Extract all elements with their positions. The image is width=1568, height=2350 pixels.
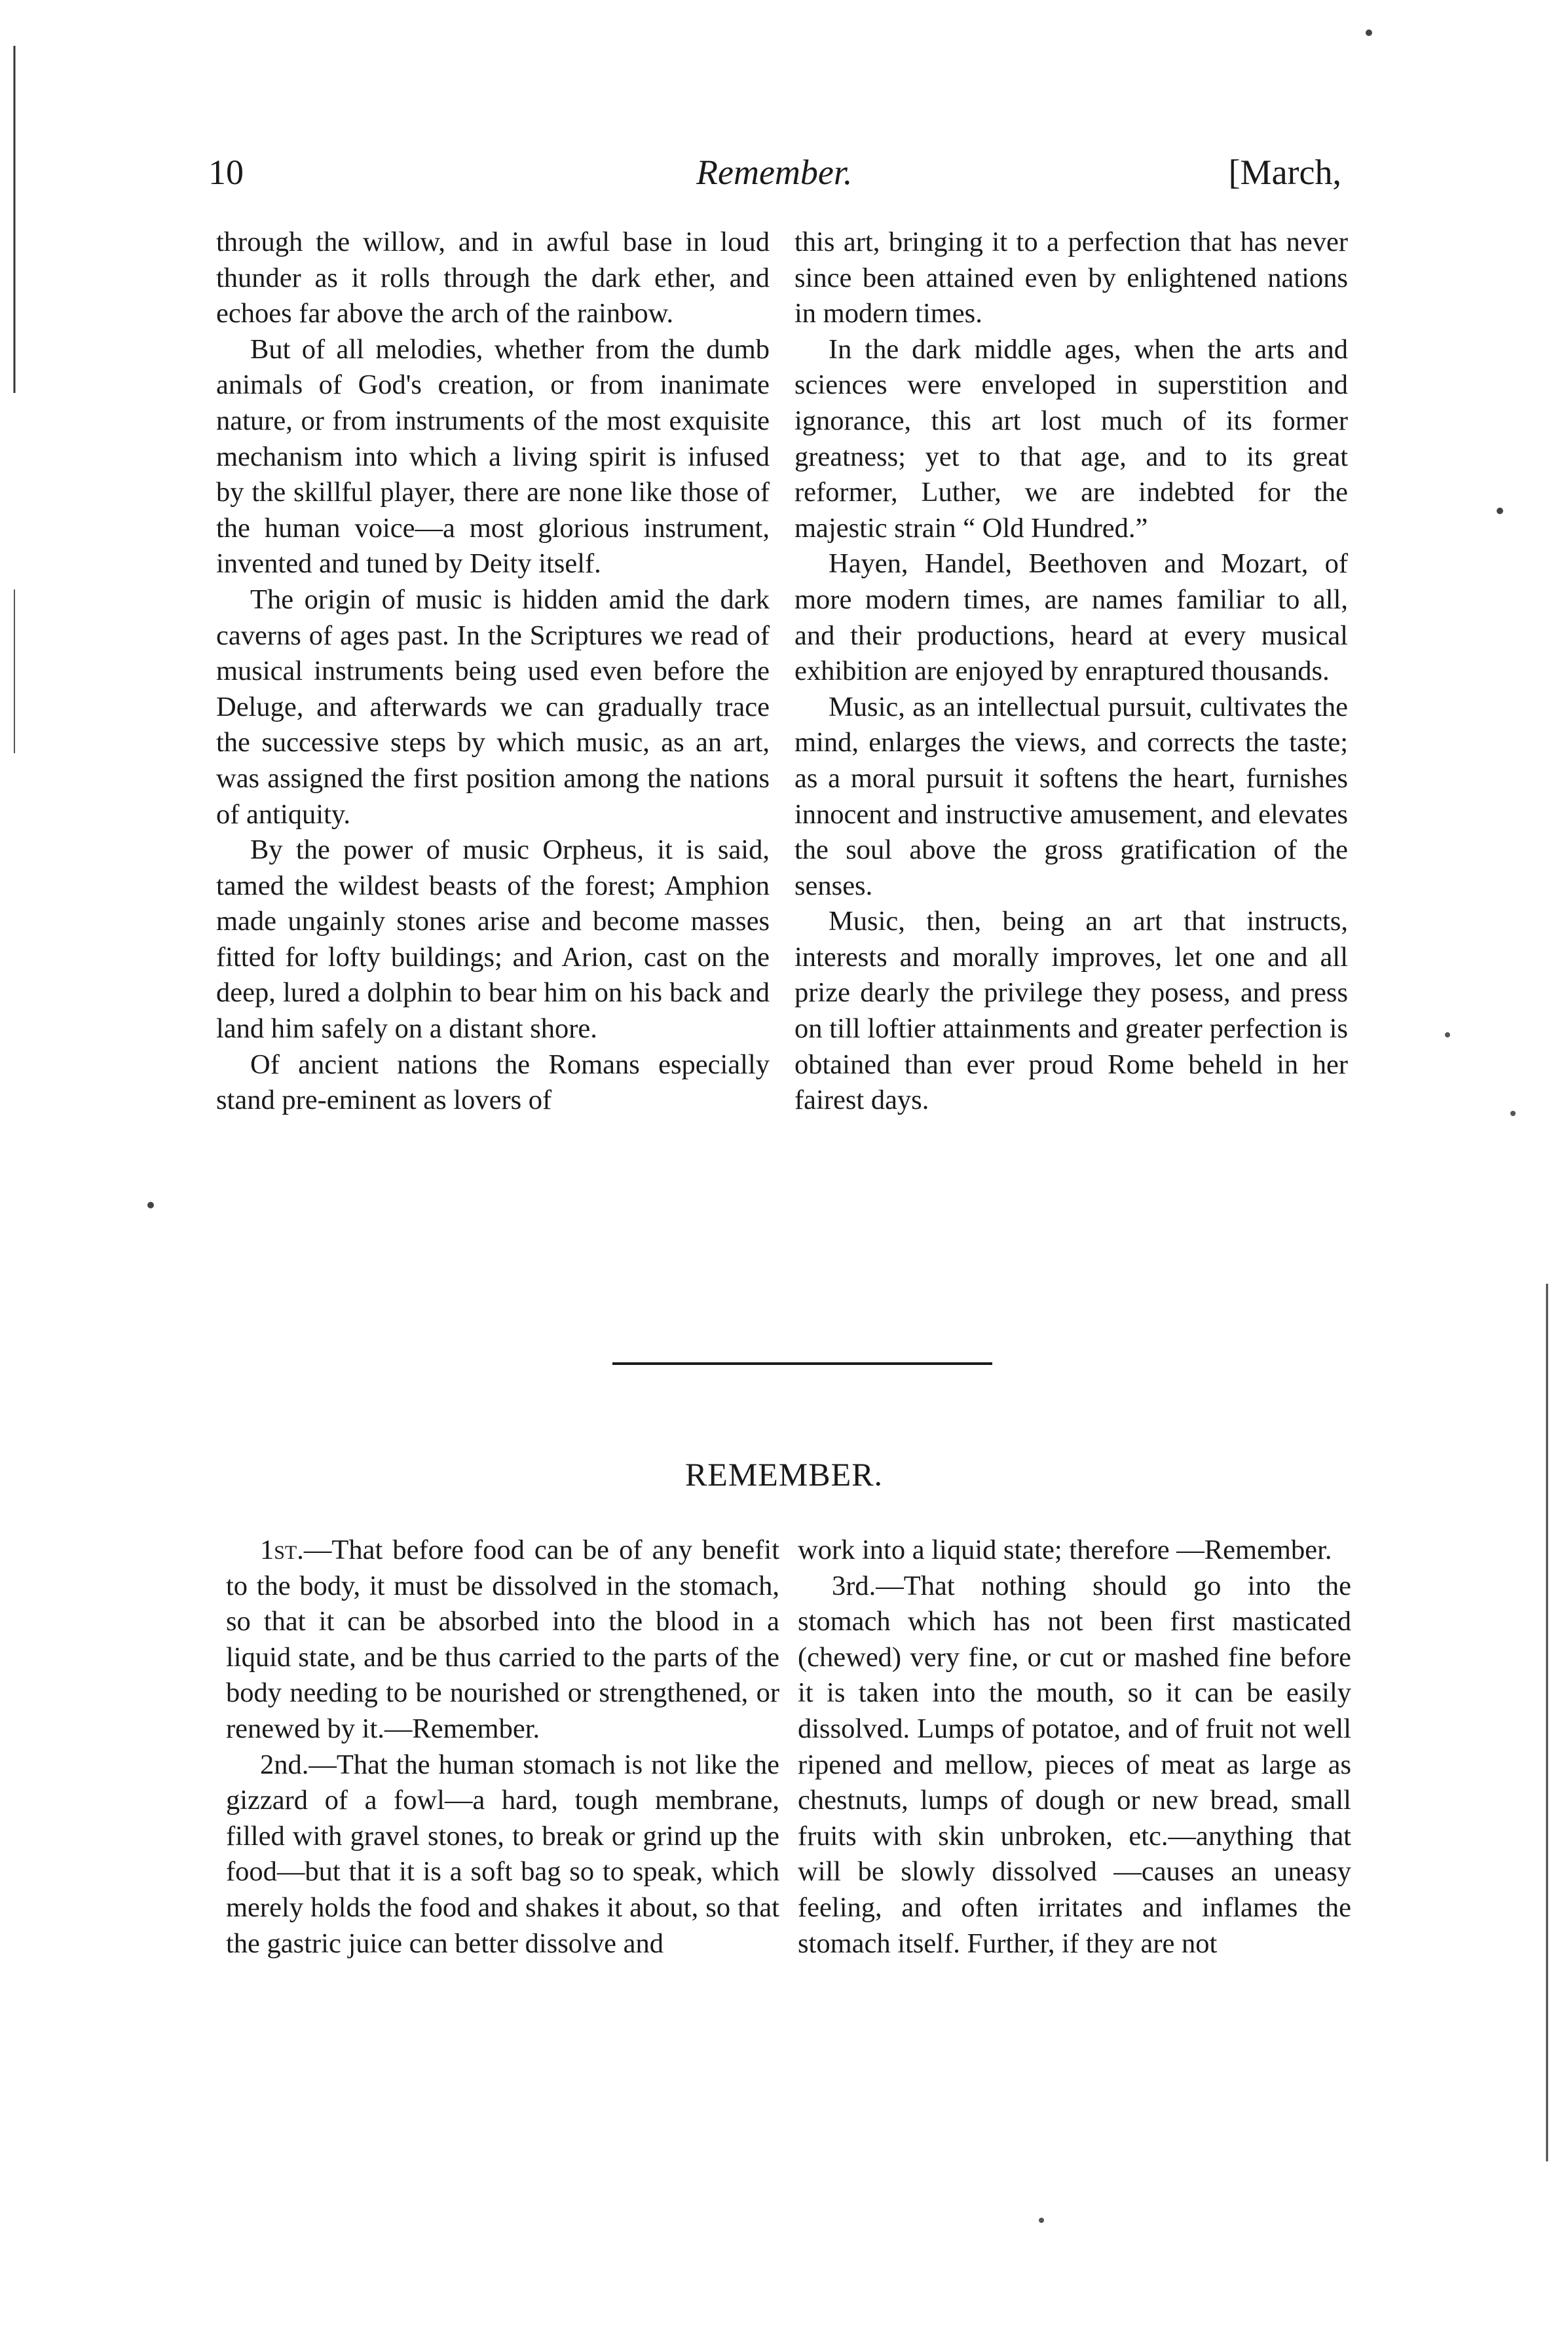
paragraph-text: —That before food can be of any benefit to the body, it must be dissolved in the stomach, so that it can be absorbed into the blood in a liquid state, and be thus carried to the parts of the body needing to be nourished or strengthened, or renewed by it.—Remember. [226, 1535, 779, 1744]
month-label: [March, [1228, 153, 1341, 192]
paragraph: But of all melodies, whether from the dumb animals of God's creation, or from inanimate nature, or from instruments of the most exquisite mechanism into which a living spirit is infused by the skillful player, there are none like those of the human voice—a most glorious instrument, invented and tuned by Deity itself. [216, 333, 770, 580]
paragraph: 2nd.—That the human stomach is not like the gizzard of a fowl—a hard, tough membrane, filled with gravel stones, to break or grind up the food—but that it is a soft bag so to speak, which merely holds the food and shakes it about, so that the gastric juice can better dissolve and [226, 1749, 779, 1959]
paragraph: Of ancient nations the Romans especially stand pre-eminent as lovers of [216, 1049, 770, 1116]
paragraph: this art, bringing it to a perfection that has never since been attained even by enlightened nations in modern times. [794, 227, 1348, 329]
paragraph: By the power of music Orpheus, it is said, tamed the wildest beasts of the forest; Amphion made ungainly stones arise and become masses fitted for lofty buildings; and Arion, cast on the deep, lured a dolphin to bear him on his back and land him safely on a distant shore. [216, 834, 770, 1045]
paragraph: Music, as an intellectual pursuit, cultivates the mind, enlarges the views, and corrects the taste; as a moral pursuit it softens the heart, furnishes innocent and instructive amusement, and elevates the soul above the gross gratification of the senses. [794, 691, 1348, 901]
paragraph: In the dark middle ages, when the arts and sciences were enveloped in superstition and ignorance, this art lost much of its former greatness; yet to that age, and to its great reformer, Luther, we are indebted for the majestic strain “ Old Hundred.” [794, 333, 1348, 544]
paragraph: Hayen, Handel, Beethoven and Mozart, of more modern times, are names familiar to all, and their productions, heard at every musical exhibition are enjoyed by enraptured thousands. [794, 548, 1348, 687]
speck [1497, 508, 1503, 514]
speck [1510, 1111, 1516, 1116]
speck [1445, 1032, 1450, 1037]
paragraph: through the willow, and in awful base in loud thunder as it rolls through the dark ether, and echoes far above the arch of the rainbow. [216, 227, 770, 329]
paragraph: 3rd.—That nothing should go into the stomach which has not been first masticated (chewed) very fine, or cut or mashed fine before it is taken into the mouth, so it can be easily dissolved. Lumps of potatoe, and of fruit not well ripened and mellow, pieces of meat as large as chestnuts, lumps of dough or new bread, small fruits with skin unbroken, etc.—anything that will be slowly dissolved —causes an uneasy feeling, and often irritates and inflames the stomach itself. Further, if they are not [798, 1570, 1351, 1959]
speck [1366, 29, 1372, 36]
paragraph: The origin of music is hidden amid the dark caverns of ages past. In the Scriptures we read of musical instruments being used even before the Deluge, and afterwards we can gradually trace the successive steps by which music, as an art, was assigned the first position among the nations of antiquity. [216, 584, 770, 830]
section-title: REMEMBER. [684, 1456, 884, 1493]
paragraph: Music, then, being an art that instructs, interests and morally improves, let one and all prize dearly the privilege they posess, and press on till loftier attainments and greater perfection is obtained than ever proud Rome beheld in her fairest days. [794, 906, 1348, 1116]
speck [147, 1202, 154, 1208]
paragraph: work into a liquid state; therefore —Remember. [798, 1535, 1332, 1565]
ordinal-label: 1st. [260, 1535, 304, 1565]
running-title: Remember. [696, 153, 853, 192]
page-number: 10 [208, 153, 244, 192]
speck [1039, 2218, 1044, 2223]
